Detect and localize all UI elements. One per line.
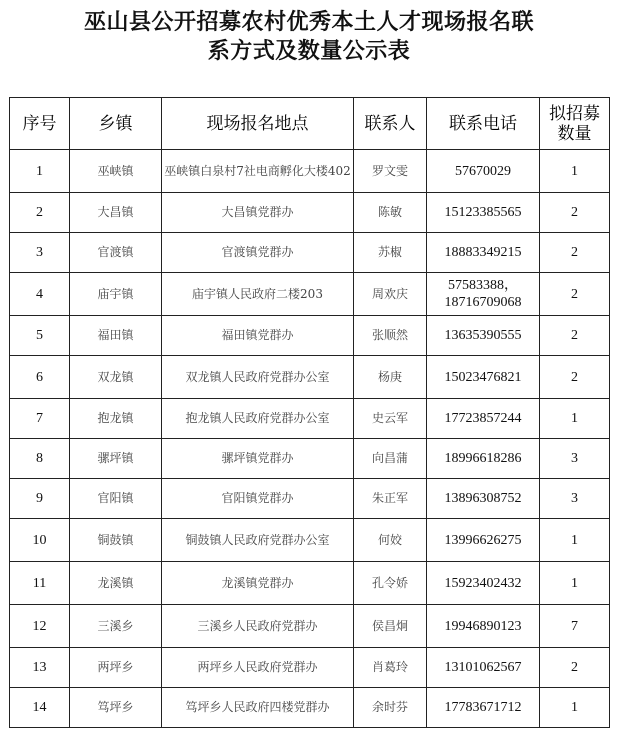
row-town: 三溪乡 — [70, 605, 162, 648]
table-row — [10, 479, 610, 519]
row-phone: 13635390555 — [427, 316, 540, 356]
row-phone: 17723857244 — [427, 399, 540, 439]
table-row — [10, 562, 610, 605]
table-row — [10, 439, 610, 479]
row-index: 5 — [10, 316, 70, 356]
row-contact: 杨庚 — [354, 356, 427, 399]
row-contact: 周欢庆 — [354, 273, 427, 316]
table-row — [10, 519, 610, 562]
row-town: 两坪乡 — [70, 648, 162, 688]
row-phone: 18996618286 — [427, 439, 540, 479]
table-header — [10, 98, 610, 150]
row-town: 庙宇镇 — [70, 273, 162, 316]
row-contact: 罗文雯 — [354, 150, 427, 193]
row-quota: 1 — [540, 562, 610, 605]
row-quota: 3 — [540, 439, 610, 479]
header-town: 乡镇 — [70, 98, 162, 150]
table-row — [10, 356, 610, 399]
row-town: 铜鼓镇 — [70, 519, 162, 562]
row-index: 12 — [10, 605, 70, 648]
row-town: 福田镇 — [70, 316, 162, 356]
header-quota-line2: 数量 — [557, 123, 592, 144]
header-quota — [540, 98, 610, 150]
row-phone: 15023476821 — [427, 356, 540, 399]
row-index: 6 — [10, 356, 70, 399]
row-phone: 15923402432 — [427, 562, 540, 605]
row-contact: 张顺然 — [354, 316, 427, 356]
row-phone — [427, 273, 540, 316]
header-index: 序号 — [10, 98, 70, 150]
row-location: 双龙镇人民政府党群办公室 — [162, 356, 354, 399]
row-contact: 苏椒 — [354, 233, 427, 273]
table-row — [10, 150, 610, 193]
title-line-1: 巫山县公开招募农村优秀本土人才现场报名联 — [83, 10, 534, 35]
header-row — [10, 98, 610, 150]
table-row — [10, 399, 610, 439]
row-contact: 向昌蒲 — [354, 439, 427, 479]
row-location: 官阳镇党群办 — [162, 479, 354, 519]
row-index: 11 — [10, 562, 70, 605]
row-location: 官渡镇党群办 — [162, 233, 354, 273]
row-phone: 13896308752 — [427, 479, 540, 519]
table-row — [10, 193, 610, 233]
registration-table — [9, 97, 610, 728]
row-location: 巫峡镇白泉村7社电商孵化大楼402 — [162, 150, 354, 193]
row-town: 双龙镇 — [70, 356, 162, 399]
row-index: 10 — [10, 519, 70, 562]
row-index: 14 — [10, 688, 70, 728]
row-quota: 1 — [540, 150, 610, 193]
row-index: 13 — [10, 648, 70, 688]
row-contact: 陈敏 — [354, 193, 427, 233]
row-phone: 17783671712 — [427, 688, 540, 728]
table-row — [10, 648, 610, 688]
row-index: 2 — [10, 193, 70, 233]
row-quota: 2 — [540, 356, 610, 399]
header-contact: 联系人 — [354, 98, 427, 150]
row-contact: 朱正军 — [354, 479, 427, 519]
table-body — [10, 150, 610, 728]
row-location: 铜鼓镇人民政府党群办公室 — [162, 519, 354, 562]
row-location: 三溪乡人民政府党群办 — [162, 605, 354, 648]
row-phone: 18883349215 — [427, 233, 540, 273]
row-location: 福田镇党群办 — [162, 316, 354, 356]
row-quota: 2 — [540, 233, 610, 273]
row-index: 9 — [10, 479, 70, 519]
row-phone: 15123385565 — [427, 193, 540, 233]
row-location: 大昌镇党群办 — [162, 193, 354, 233]
row-quota: 7 — [540, 605, 610, 648]
row-town: 官渡镇 — [70, 233, 162, 273]
table-row — [10, 605, 610, 648]
row-quota: 2 — [540, 273, 610, 316]
row-phone: 13101062567 — [427, 648, 540, 688]
row-quota: 1 — [540, 519, 610, 562]
row-location: 两坪乡人民政府党群办 — [162, 648, 354, 688]
row-town: 骡坪镇 — [70, 439, 162, 479]
row-town: 笃坪乡 — [70, 688, 162, 728]
table-row — [10, 316, 610, 356]
row-contact: 侯昌炯 — [354, 605, 427, 648]
row-index: 4 — [10, 273, 70, 316]
row-index: 1 — [10, 150, 70, 193]
row-contact: 余时芬 — [354, 688, 427, 728]
row-quota: 2 — [540, 648, 610, 688]
row-phone-line1: 57583388， — [448, 278, 518, 293]
row-contact: 孔令娇 — [354, 562, 427, 605]
table-row — [10, 233, 610, 273]
row-location: 骡坪镇党群办 — [162, 439, 354, 479]
row-phone: 57670029 — [427, 150, 540, 193]
document-title — [0, 8, 618, 66]
row-town: 抱龙镇 — [70, 399, 162, 439]
row-phone: 13996626275 — [427, 519, 540, 562]
row-quota: 3 — [540, 479, 610, 519]
header-phone: 联系电话 — [427, 98, 540, 150]
table-row — [10, 688, 610, 728]
row-quota: 1 — [540, 688, 610, 728]
row-index: 7 — [10, 399, 70, 439]
row-location: 龙溪镇党群办 — [162, 562, 354, 605]
row-quota: 2 — [540, 193, 610, 233]
row-contact: 何姣 — [354, 519, 427, 562]
row-index: 3 — [10, 233, 70, 273]
row-town: 官阳镇 — [70, 479, 162, 519]
row-phone-line2: 18716709068 — [444, 295, 522, 310]
table-row — [10, 273, 610, 316]
row-town: 巫峡镇 — [70, 150, 162, 193]
row-location: 笃坪乡人民政府四楼党群办 — [162, 688, 354, 728]
row-contact: 史云军 — [354, 399, 427, 439]
row-contact: 肖葛玲 — [354, 648, 427, 688]
row-quota: 1 — [540, 399, 610, 439]
row-location: 抱龙镇人民政府党群办公室 — [162, 399, 354, 439]
header-location: 现场报名地点 — [162, 98, 354, 150]
row-town: 大昌镇 — [70, 193, 162, 233]
row-phone: 19946890123 — [427, 605, 540, 648]
row-town: 龙溪镇 — [70, 562, 162, 605]
row-index: 8 — [10, 439, 70, 479]
title-line-2: 系方式及数量公示表 — [207, 39, 411, 64]
header-quota-line1: 拟招募 — [549, 103, 600, 124]
row-quota: 2 — [540, 316, 610, 356]
row-location: 庙宇镇人民政府二楼203 — [162, 273, 354, 316]
